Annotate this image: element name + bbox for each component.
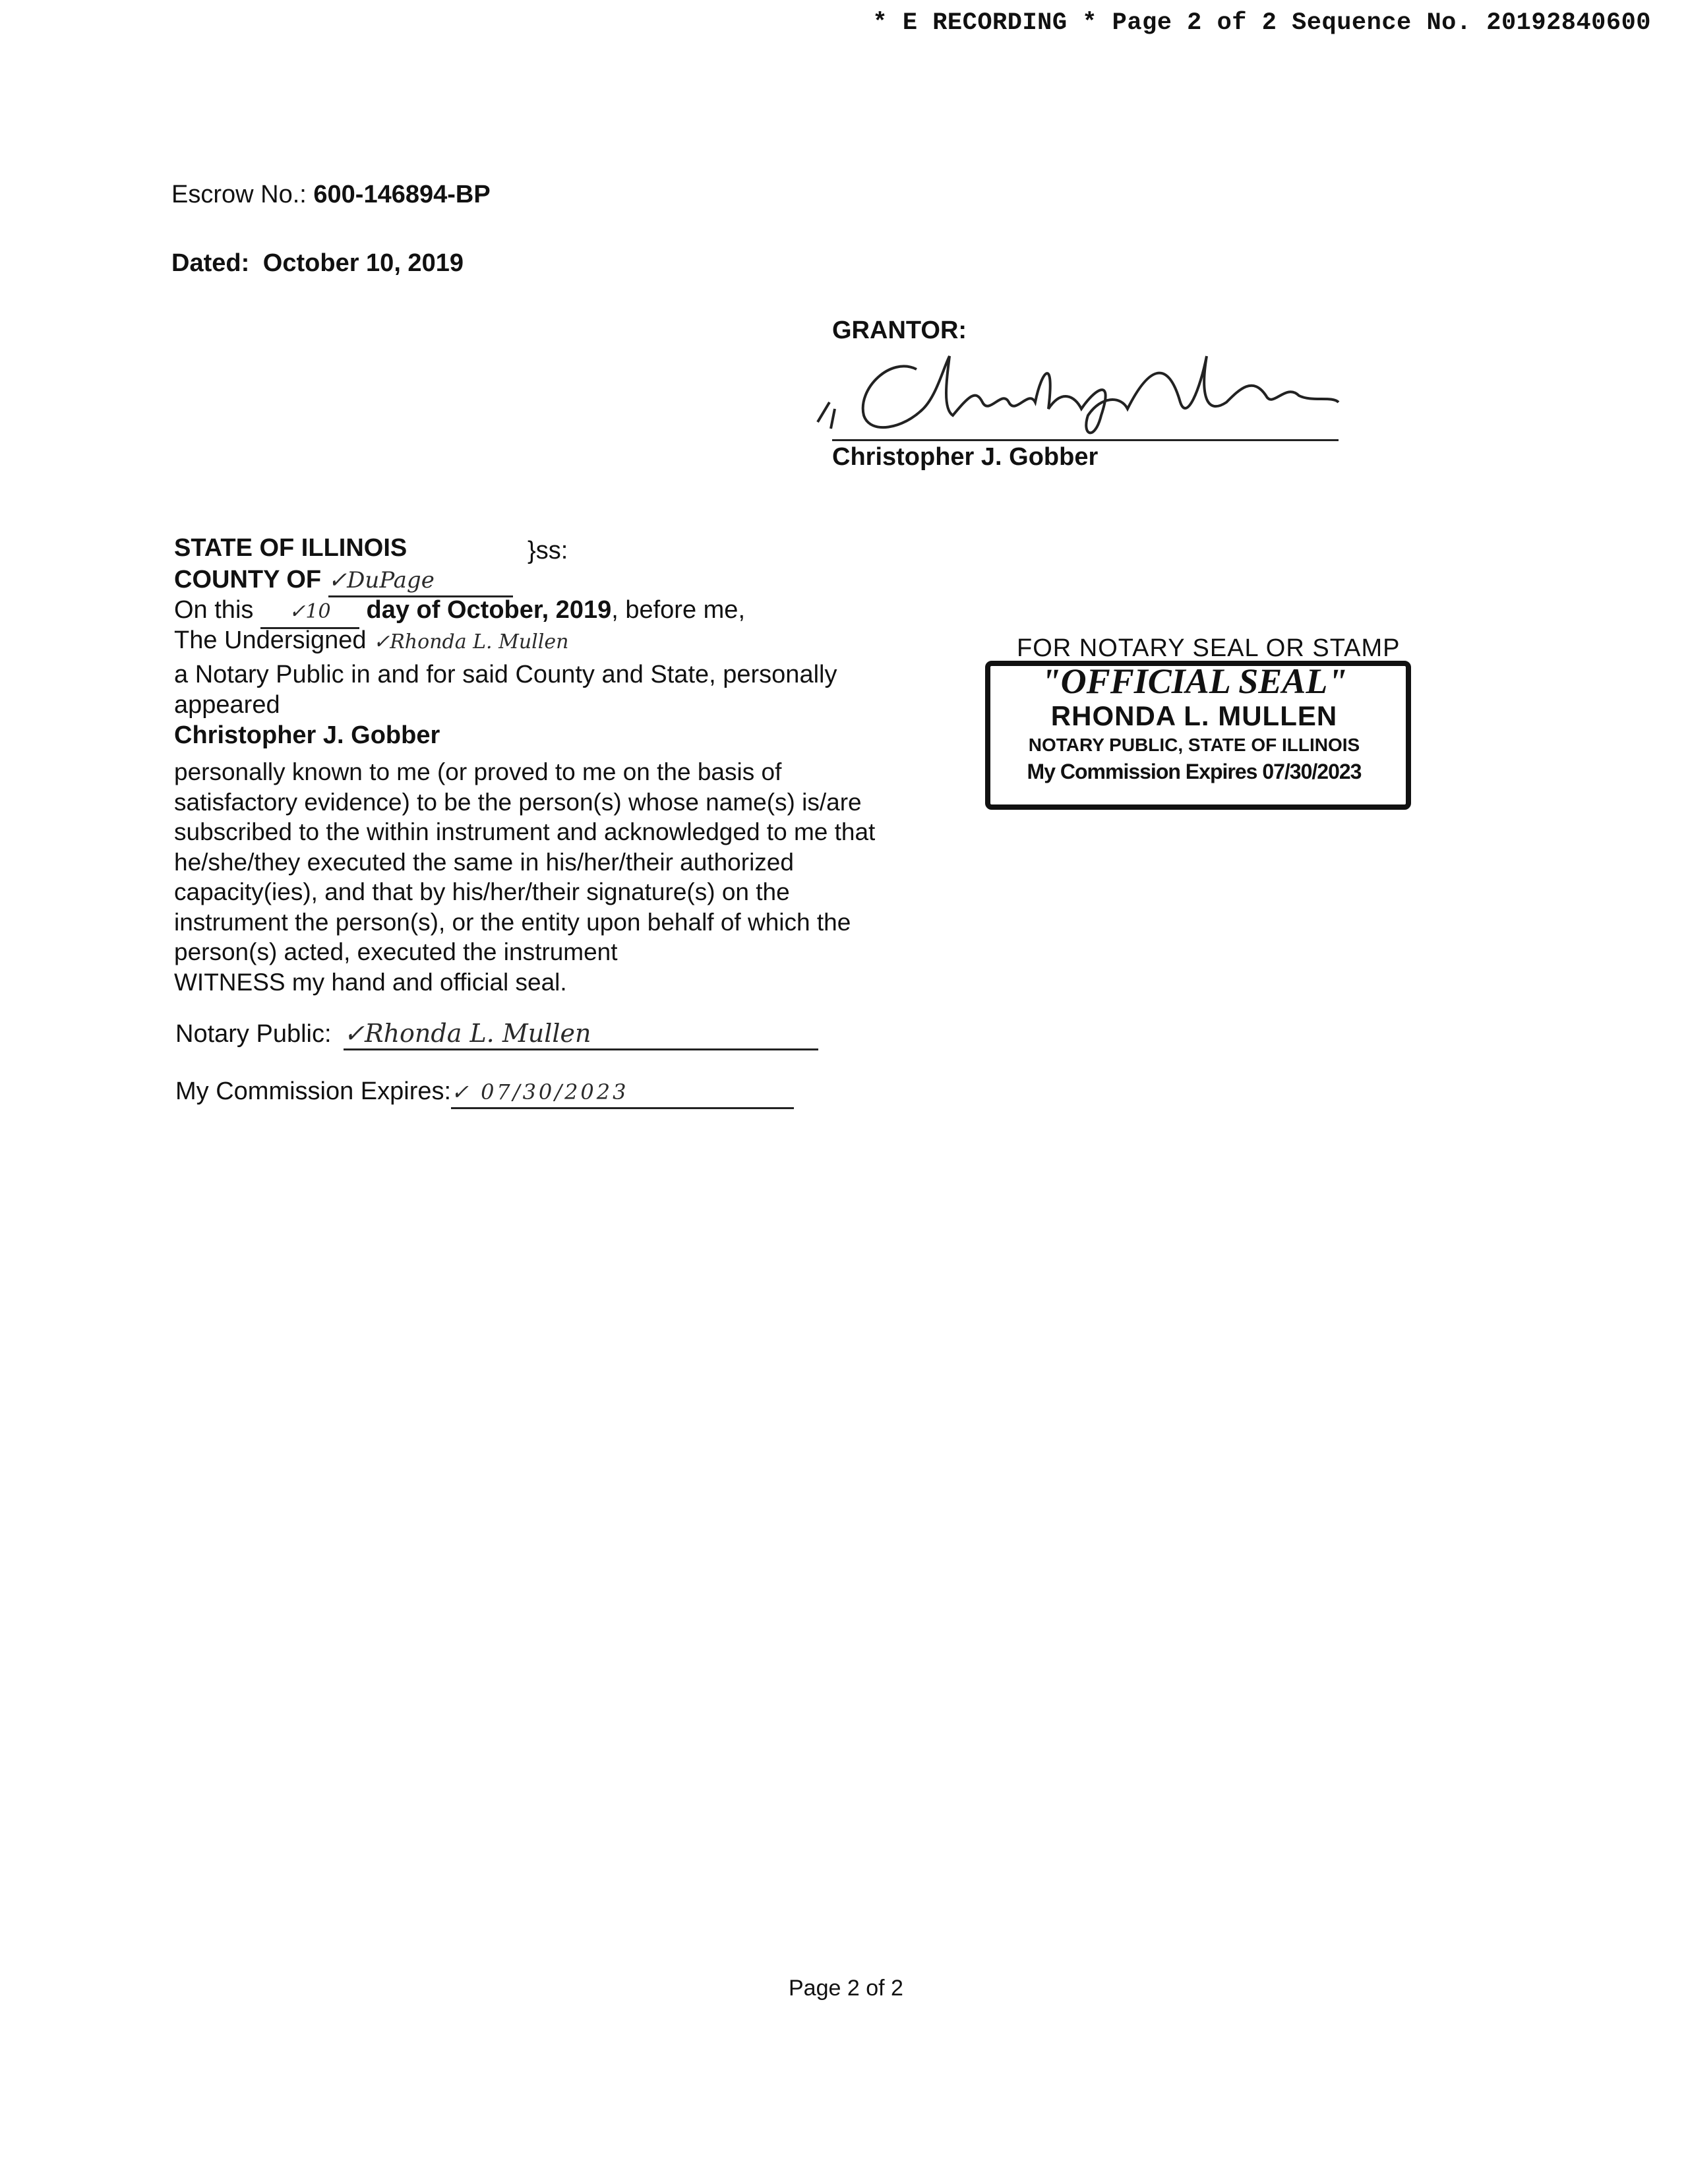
grantor-name: Christopher J. Gobber xyxy=(832,443,1099,471)
paragraph-line: satisfactory evidence) to be the person(s) whose name(s) is/are xyxy=(174,788,862,816)
dated-value: October 10, 2019 xyxy=(262,249,464,277)
ss-mark: }ss: xyxy=(528,537,568,564)
notary-intro xyxy=(174,659,952,750)
county-line xyxy=(174,564,513,597)
acknowledgment-paragraph xyxy=(174,757,952,997)
undersigned-line xyxy=(174,625,568,657)
paragraph-line: capacity(ies), and that by his/her/their signature(s) on the xyxy=(174,878,790,905)
grantor-signature xyxy=(811,330,1352,448)
seal-caption: FOR NOTARY SEAL OR STAMP xyxy=(1017,634,1401,662)
notary-seal-stamp xyxy=(980,634,1408,807)
escrow-label: Escrow No.: xyxy=(171,181,307,208)
commission-date: ✓ 07/30/2023 xyxy=(451,1077,794,1109)
escrow-line xyxy=(171,179,491,210)
on-this-label: On this xyxy=(174,596,254,624)
notary-public-line xyxy=(175,1018,818,1050)
day-value: ✓10 xyxy=(260,597,359,629)
grantor-label: GRANTOR: xyxy=(832,317,967,344)
county-label: COUNTY OF xyxy=(174,566,322,593)
county-value: ✓DuPage xyxy=(328,565,513,597)
paragraph-line: WITNESS my hand and official seal. xyxy=(174,968,567,996)
on-this-line xyxy=(174,595,745,629)
intro-line-1: a Notary Public in and for said County and State, personally xyxy=(174,661,837,688)
seal-title: "OFFICIAL SEAL" xyxy=(1040,661,1348,701)
intro-line-2: appeared xyxy=(174,691,280,719)
seal-name: RHONDA L. MULLEN xyxy=(1050,700,1338,731)
undersigned-label: The Undersigned xyxy=(174,626,367,654)
day-of-text: day of October, 2019 xyxy=(366,596,612,624)
notary-signature: ✓Rhonda L. Mullen xyxy=(344,1018,818,1050)
commission-label: My Commission Expires: xyxy=(175,1077,452,1105)
paragraph-line: personally known to me (or proved to me on the basis of xyxy=(174,758,782,785)
notary-public-label: Notary Public: xyxy=(175,1020,332,1048)
grantor-signature-line xyxy=(832,439,1339,441)
appearing-person: Christopher J. Gobber xyxy=(174,721,440,749)
state-line xyxy=(174,533,407,563)
seal-notary-line: NOTARY PUBLIC, STATE OF ILLINOIS xyxy=(1028,735,1360,755)
paragraph-line: subscribed to the within instrument and acknowledged to me that xyxy=(174,818,876,845)
dated-line xyxy=(171,248,464,278)
dated-label: Dated: xyxy=(171,249,250,277)
paragraph-line: instrument the person(s), or the entity upon behalf of which the xyxy=(174,908,851,936)
seal-expires: My Commission Expires 07/30/2023 xyxy=(1027,760,1362,783)
recording-header: * E RECORDING * Page 2 of 2 Sequence No. 20192840600 xyxy=(872,9,1651,37)
escrow-number: 600-146894-BP xyxy=(313,181,491,208)
undersigned-value: ✓Rhonda L. Mullen xyxy=(373,630,569,653)
paragraph-line: person(s) acted, executed the instrument xyxy=(174,938,618,965)
state-label: STATE OF ILLINOIS xyxy=(174,534,407,562)
paragraph-line: he/she/they executed the same in his/her/their authorized xyxy=(174,848,794,876)
before-me-text: , before me, xyxy=(611,596,745,624)
commission-line xyxy=(175,1076,794,1109)
page-number: Page 2 of 2 xyxy=(789,1976,903,2001)
